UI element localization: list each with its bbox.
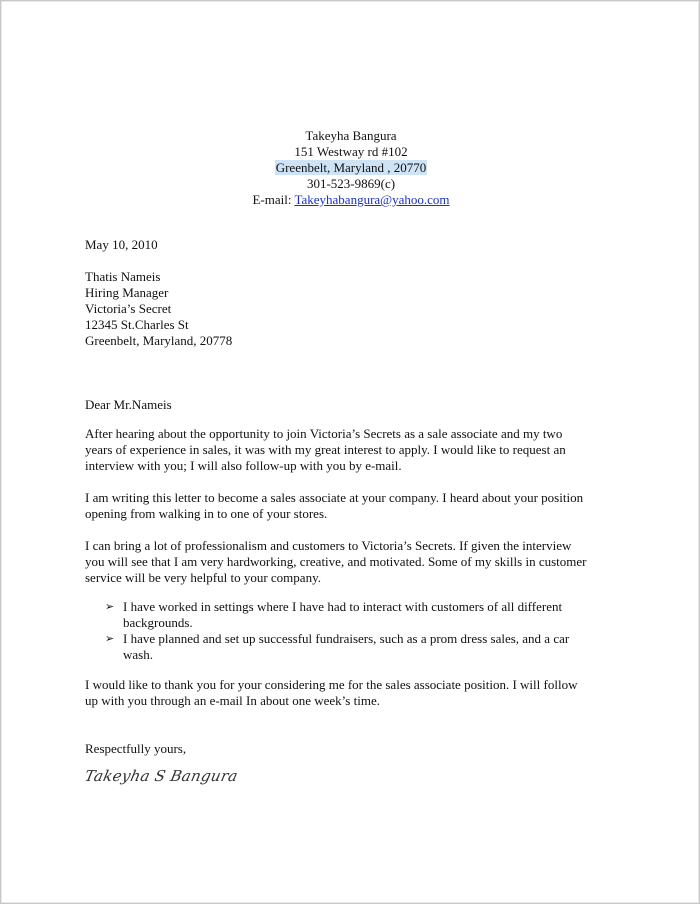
paragraph-line: After hearing about the opportunity to join Victoria’s Secrets as a sale associate and my two — [85, 426, 563, 441]
handwritten-signature: Takeyha S Bangura — [83, 767, 240, 785]
paragraph-line: up with you through an e-mail In about one week’s time. — [85, 693, 380, 708]
recipient-title: Hiring Manager — [85, 285, 169, 300]
selected-text-highlight[interactable]: Greenbelt, Maryland , 20770 — [275, 160, 427, 175]
email-link[interactable]: Takeyhabangura@yahoo.com — [294, 192, 450, 207]
list-item — [105, 599, 625, 631]
closing: Respectfully yours, — [85, 741, 187, 756]
paragraph-line: opening from walking in to one of your stores. — [85, 506, 328, 521]
sender-phone: 301-523-9869(c) — [306, 176, 396, 191]
bullet-list — [105, 599, 625, 663]
list-item-line: wash. — [123, 647, 153, 662]
list-item-line: backgrounds. — [123, 615, 193, 630]
list-item — [105, 631, 625, 663]
sender-city-line — [1, 160, 700, 176]
paragraph-thanks — [85, 677, 625, 709]
paragraph-line: years of experience in sales, it was with my great interest to apply. I would like to request an — [85, 442, 566, 457]
salutation: Dear Mr.Nameis — [85, 397, 172, 412]
sender-header — [1, 128, 700, 208]
paragraph-line: you will see that I am very hardworking, creative, and motivated. Some of my skills in customer — [85, 554, 587, 569]
paragraph-line: I can bring a lot of professionalism and customers to Victoria’s Secrets. If given the interview — [85, 538, 572, 553]
list-item-line: I have worked in settings where I have had to interact with customers of all different — [123, 599, 563, 614]
paragraph-line: I am writing this letter to become a sales associate at your company. I heard about your position — [85, 490, 584, 505]
sender-name: Takeyha Bangura — [305, 128, 397, 143]
paragraph-qualifications — [85, 538, 625, 586]
paragraph-intro — [85, 426, 625, 474]
recipient-city-line: Greenbelt, Maryland, 20778 — [85, 333, 233, 348]
paragraph-line: service will be very helpful to your company. — [85, 570, 321, 585]
letter-date: May 10, 2010 — [85, 237, 158, 252]
sender-email-line — [1, 192, 700, 208]
email-label: E-mail: — [252, 192, 295, 207]
recipient-street: 12345 St.Charles St — [85, 317, 189, 332]
recipient-company: Victoria’s Secret — [85, 301, 172, 316]
list-item-line: I have planned and set up successful fundraisers, such as a prom dress sales, and a car — [123, 631, 570, 646]
paragraph-line: I would like to thank you for your considering me for the sales associate position. I will follow — [85, 677, 578, 692]
recipient-address — [85, 269, 625, 349]
recipient-name: Thatis Nameis — [85, 269, 161, 284]
paragraph-purpose — [85, 490, 625, 522]
arrow-bullet-icon: ➢ — [105, 632, 115, 645]
sender-street: 151 Westway rd #102 — [294, 144, 408, 159]
paragraph-line: interview with you; I will also follow-up with you by e-mail. — [85, 458, 402, 473]
arrow-bullet-icon: ➢ — [105, 600, 115, 613]
